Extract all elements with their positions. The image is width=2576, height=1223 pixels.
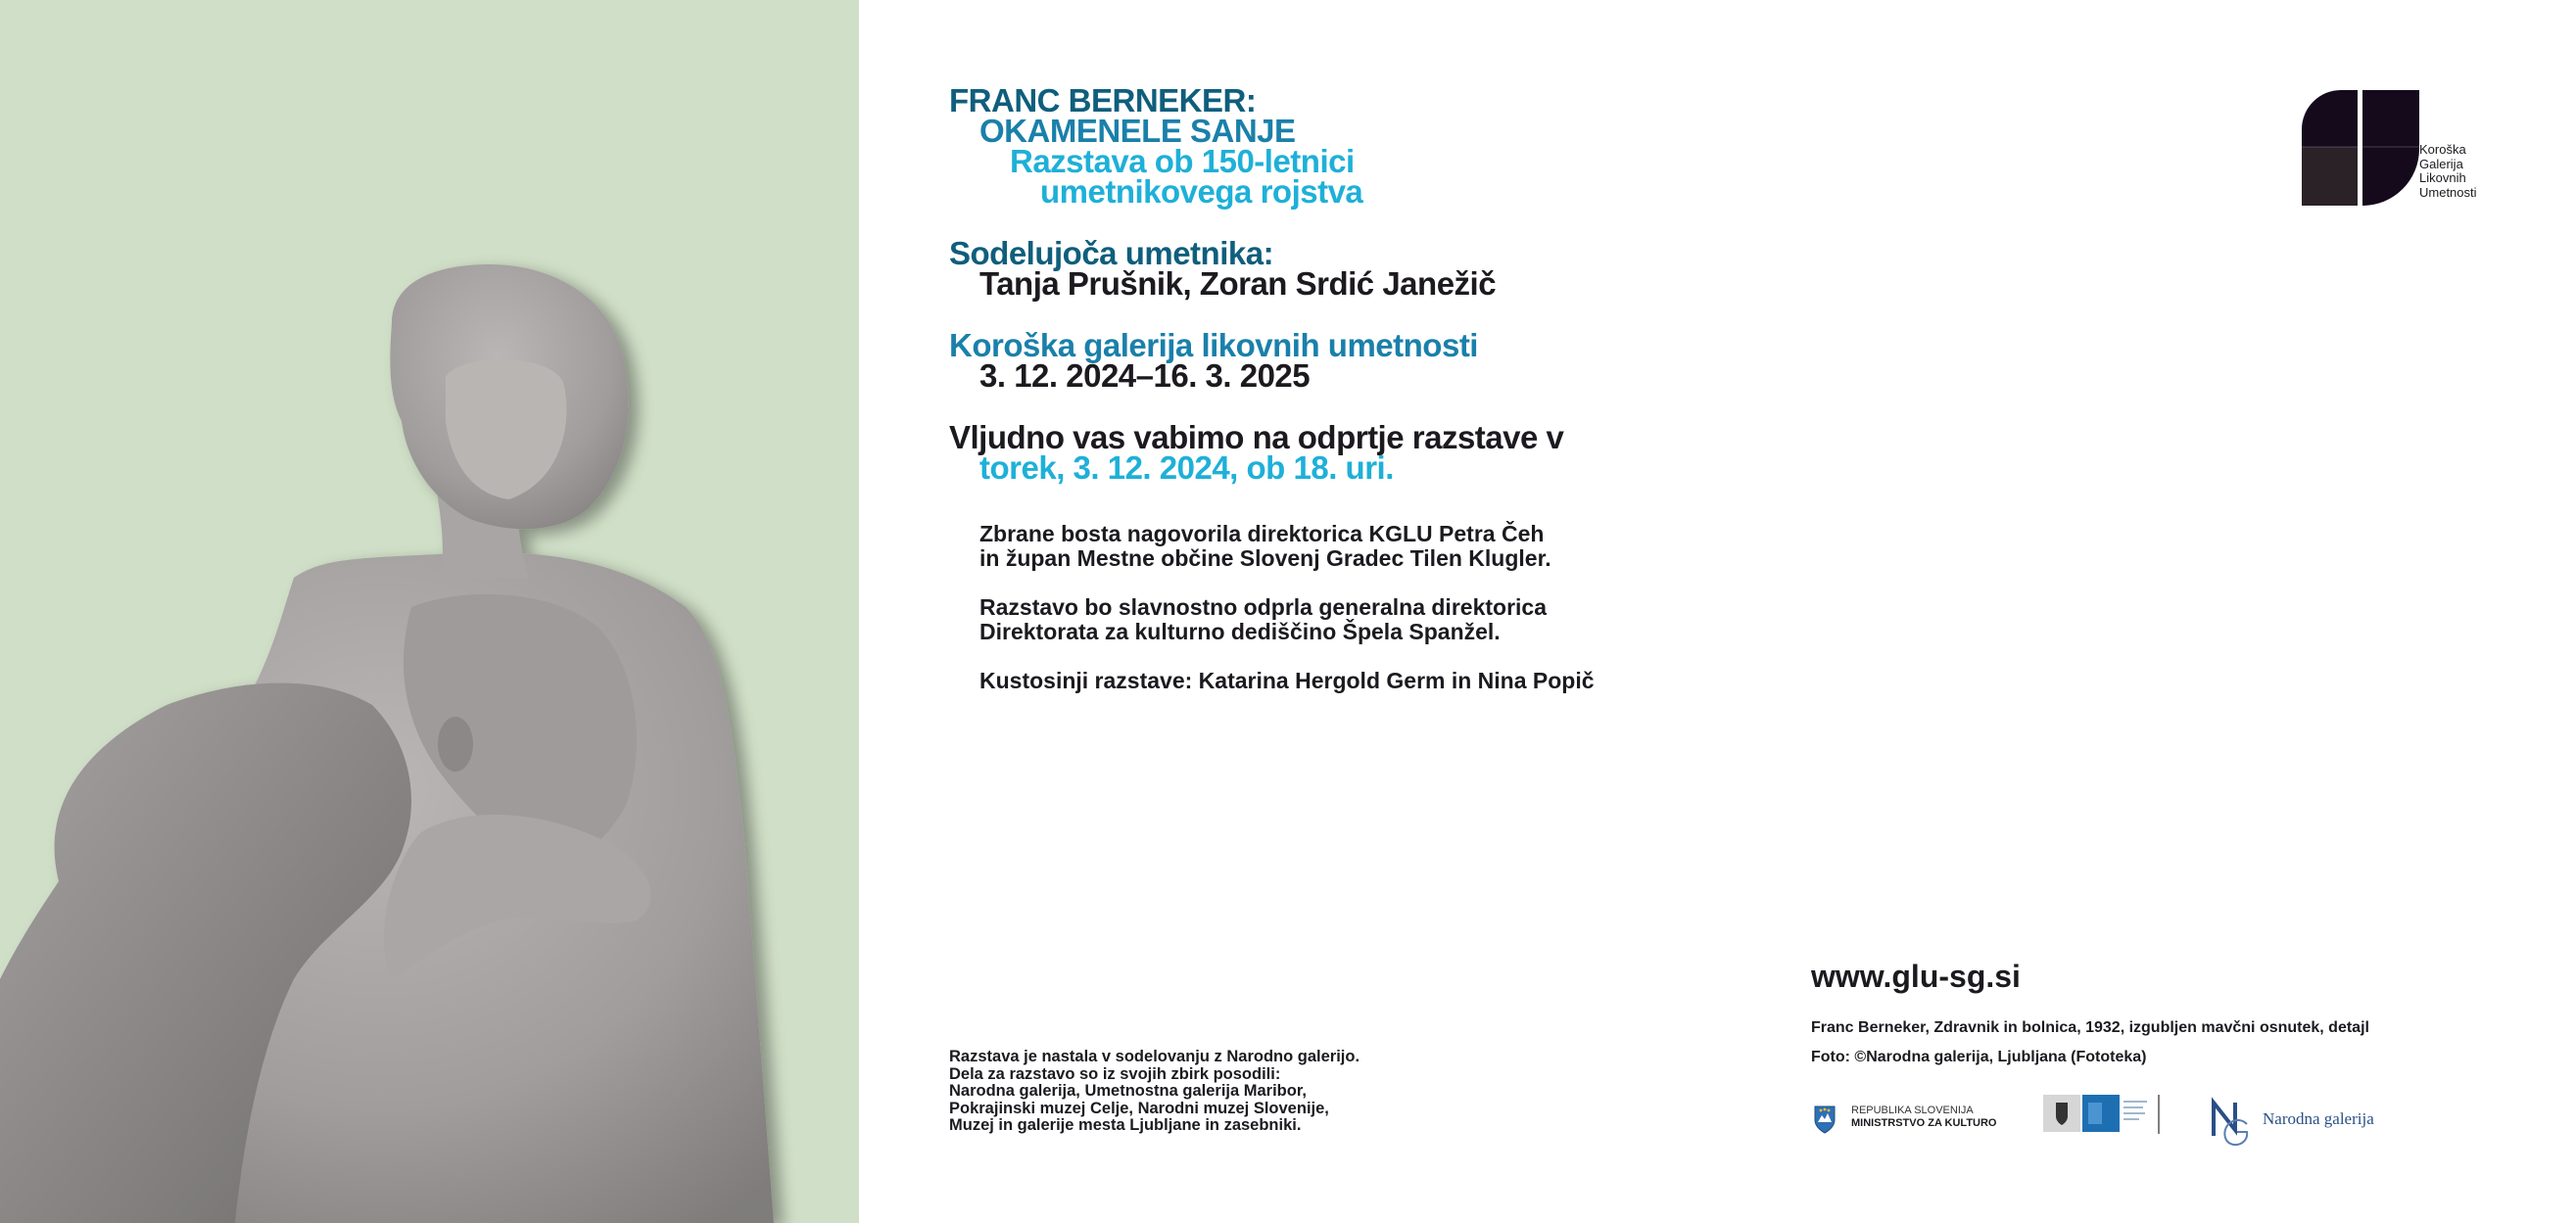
logo-text-line-2: Galerija bbox=[2419, 156, 2463, 171]
opening-line-2: Direktorata za kulturno dediščino Špela Spanžel. bbox=[979, 619, 1501, 644]
municipal-logo-icon bbox=[2043, 1095, 2161, 1134]
title-line-4: umetnikovega rojstva bbox=[1040, 173, 1363, 210]
exhibition-dates: 3. 12. 2024–16. 3. 2025 bbox=[979, 357, 1311, 394]
kglu-logo-icon bbox=[2302, 90, 2419, 206]
title-line-1: FRANC BERNEKER: bbox=[949, 82, 1257, 118]
credits-line-1: Razstava je nastala v sodelovanju z Narodno galerijo. bbox=[949, 1048, 1360, 1065]
credits-line-4: Pokrajinski muzej Celje, Narodni muzej Slovenije, bbox=[949, 1099, 1329, 1117]
venue-name: Koroška galerija likovnih umetnosti bbox=[949, 327, 1478, 363]
speakers-line-1: Zbrane bosta nagovorila direktorica KGLU Petra Čeh bbox=[979, 521, 1545, 546]
sculpture-photo-panel bbox=[0, 0, 859, 1223]
logo-text-line-3: Likovnih bbox=[2419, 170, 2466, 185]
ministry-line-1: REPUBLIKA SLOVENIJA bbox=[1851, 1105, 1974, 1116]
artists-names: Tanja Prušnik, Zoran Srdić Janežič bbox=[979, 265, 1497, 302]
credits-line-2: Dela za razstavo so iz svojih zbirk posodili: bbox=[949, 1064, 1281, 1083]
logo-text bbox=[2419, 143, 2477, 200]
invitation-line-2: torek, 3. 12. 2024, ob 18. uri. bbox=[979, 449, 1394, 486]
title-line-3: Razstava ob 150-letnici bbox=[1010, 143, 1355, 179]
photo-credit: Foto: ©Narodna galerija, Ljubljana (Fototeka) bbox=[1811, 1049, 2147, 1065]
website-link[interactable]: www.glu-sg.si bbox=[1811, 959, 2021, 994]
credits-line-3: Narodna galerija, Umetnostna galerija Maribor, bbox=[949, 1082, 1307, 1100]
speakers-line-2: in župan Mestne občine Slovenj Gradec Tilen Klugler. bbox=[979, 545, 1551, 571]
logo-text-line-1: Koroška bbox=[2419, 142, 2466, 157]
logo-text-line-4: Umetnosti bbox=[2419, 184, 2477, 200]
curators-line: Kustosinji razstave: Katarina Hergold Germ in Nina Popič bbox=[979, 668, 1595, 693]
sculpture-photo bbox=[0, 0, 859, 1223]
image-caption: Franc Berneker, Zdravnik in bolnica, 1932, izgubljen mavčni osnutek, detajl bbox=[1811, 1019, 2369, 1036]
credits-line-5: Muzej in galerije mesta Ljubljane in zasebniki. bbox=[949, 1116, 1302, 1134]
narodna-galerija-monogram-icon bbox=[2208, 1097, 2257, 1150]
artists-label: Sodelujoča umetnika: bbox=[949, 235, 1274, 271]
slovenian-coat-of-arms-icon bbox=[1813, 1105, 1837, 1134]
ministry-line-2: MINISTRSTVO ZA KULTURO bbox=[1851, 1117, 1997, 1129]
opening-line-1: Razstavo bo slavnostno odprla generalna direktorica bbox=[979, 594, 1547, 620]
invitation-line-1: Vljudno vas vabimo na odprtje razstave v bbox=[949, 419, 1564, 455]
title-line-2: OKAMENELE SANJE bbox=[979, 113, 1296, 149]
narodna-galerija-label: Narodna galerija bbox=[2263, 1109, 2374, 1128]
